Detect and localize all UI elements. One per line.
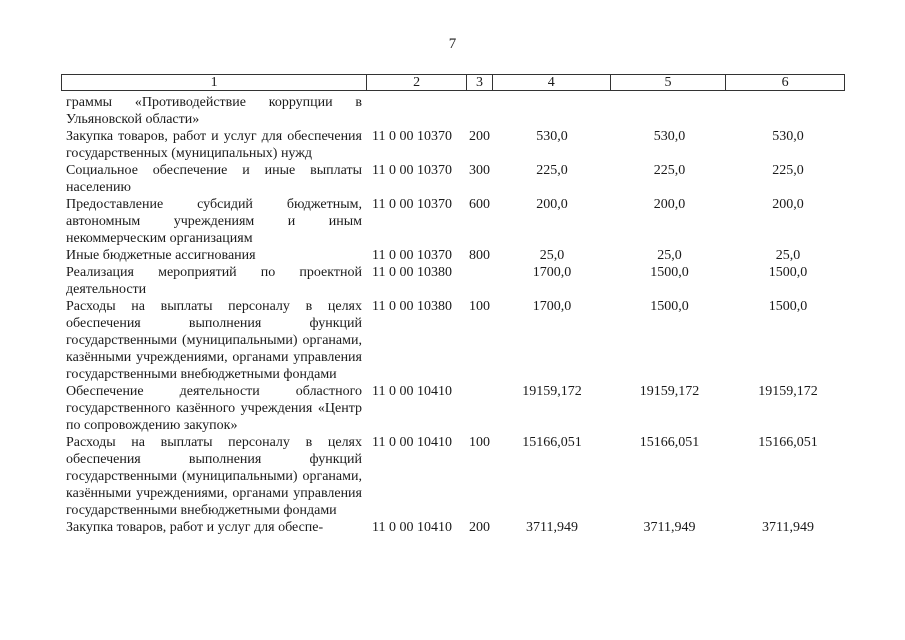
budget-table-body bbox=[0, 94, 905, 536]
row-value-col-5: 3711,949 bbox=[643, 520, 696, 535]
row-description: Реализация мероприятий по проектной деятельности bbox=[66, 265, 362, 297]
row-description: Обеспечение деятельности областного государственного казённого учреждения «Центр по сопровождению закупок» bbox=[66, 384, 362, 433]
row-target-code: 11 0 00 10370 bbox=[372, 197, 452, 212]
row-value-col-4: 1700,0 bbox=[532, 265, 572, 280]
row-description: Предоставление субсидий бюджетным, автономным учреждениям и иным некоммерческим организациям bbox=[66, 197, 362, 246]
table-row bbox=[0, 94, 905, 128]
table-row bbox=[0, 383, 905, 434]
row-value-col-5: 19159,172 bbox=[639, 384, 700, 399]
row-expense-type: 100 bbox=[469, 435, 490, 450]
row-expense-type: 300 bbox=[469, 163, 490, 178]
row-value-col-4: 1700,0 bbox=[532, 299, 572, 314]
row-value-col-6: 15166,051 bbox=[758, 435, 818, 450]
header-col-6: 6 bbox=[781, 75, 789, 90]
row-expense-type: 200 bbox=[469, 520, 490, 535]
header-col-4: 4 bbox=[493, 75, 611, 90]
row-value-col-5: 530,0 bbox=[653, 129, 686, 144]
page-number: 7 bbox=[448, 36, 457, 52]
row-expense-type: 200 bbox=[469, 129, 490, 144]
row-value-col-6: 530,0 bbox=[772, 129, 804, 144]
row-value-col-5: 25,0 bbox=[657, 248, 682, 263]
row-value-col-4: 225,0 bbox=[536, 163, 568, 178]
row-value-col-6: 1500,0 bbox=[768, 299, 808, 314]
table-row bbox=[0, 298, 905, 383]
row-target-code: 11 0 00 10380 bbox=[372, 299, 452, 314]
row-description: Расходы на выплаты персоналу в целях обеспечения выполнения функций государственными (муниципальными) органами, казёнными учреждениями, органами управления государственными внебюджетными фондами bbox=[66, 299, 362, 382]
row-target-code: 11 0 00 10380 bbox=[372, 265, 452, 280]
row-expense-type: 100 bbox=[469, 299, 490, 314]
header-col-2: 2 bbox=[367, 75, 467, 90]
row-value-col-5: 1500,0 bbox=[650, 299, 689, 314]
row-expense-type: 800 bbox=[469, 248, 490, 263]
table-row bbox=[0, 247, 905, 264]
row-target-code: 11 0 00 10370 bbox=[372, 163, 452, 178]
row-value-col-5: 200,0 bbox=[653, 197, 686, 212]
row-value-col-4: 3711,949 bbox=[526, 520, 578, 535]
row-value-col-4: 15166,051 bbox=[522, 435, 582, 450]
row-description: Закупка товаров, работ и услуг для обеспе- bbox=[66, 520, 324, 535]
row-description: Расходы на выплаты персоналу в целях обеспечения выполнения функций государственными (муниципальными) органами, казёнными учреждениями, органами управления государственными внебюджетными фондами bbox=[66, 435, 362, 518]
row-value-col-4: 19159,172 bbox=[522, 384, 582, 399]
table-row bbox=[0, 196, 905, 247]
table-header bbox=[61, 74, 845, 91]
row-value-col-6: 225,0 bbox=[772, 163, 804, 178]
row-description: Закупка товаров, работ и услуг для обеспечения государственных (муниципальных) нужд bbox=[66, 129, 362, 161]
row-target-code: 11 0 00 10370 bbox=[372, 129, 452, 144]
table-row bbox=[0, 128, 905, 162]
row-value-col-6: 200,0 bbox=[772, 197, 804, 212]
row-value-col-5: 1500,0 bbox=[650, 265, 689, 280]
header-col-1: 1 bbox=[62, 75, 367, 90]
row-description: Иные бюджетные ассигнования bbox=[66, 248, 256, 263]
row-value-col-4: 25,0 bbox=[539, 248, 565, 263]
row-description: граммы «Противодействие коррупции в Ульяновской области» bbox=[66, 95, 362, 127]
table-row bbox=[0, 264, 905, 298]
row-value-col-6: 3711,949 bbox=[762, 520, 814, 535]
row-value-col-6: 19159,172 bbox=[758, 384, 818, 399]
row-description: Социальное обеспечение и иные выплаты населению bbox=[66, 163, 362, 195]
table-row bbox=[0, 519, 905, 536]
row-value-col-4: 200,0 bbox=[536, 197, 568, 212]
row-expense-type: 600 bbox=[469, 197, 490, 212]
table-row bbox=[0, 162, 905, 196]
row-target-code: 11 0 00 10370 bbox=[372, 248, 452, 263]
row-value-col-6: 1500,0 bbox=[768, 265, 808, 280]
row-target-code: 11 0 00 10410 bbox=[372, 384, 452, 399]
row-target-code: 11 0 00 10410 bbox=[372, 435, 452, 450]
row-value-col-4: 530,0 bbox=[536, 129, 568, 144]
row-target-code: 11 0 00 10410 bbox=[372, 520, 452, 535]
header-col-5: 5 bbox=[611, 75, 727, 90]
row-value-col-6: 25,0 bbox=[775, 248, 801, 263]
row-value-col-5: 15166,051 bbox=[639, 435, 700, 450]
header-col-3: 3 bbox=[467, 75, 493, 90]
row-value-col-5: 225,0 bbox=[653, 163, 686, 178]
table-row bbox=[0, 434, 905, 519]
